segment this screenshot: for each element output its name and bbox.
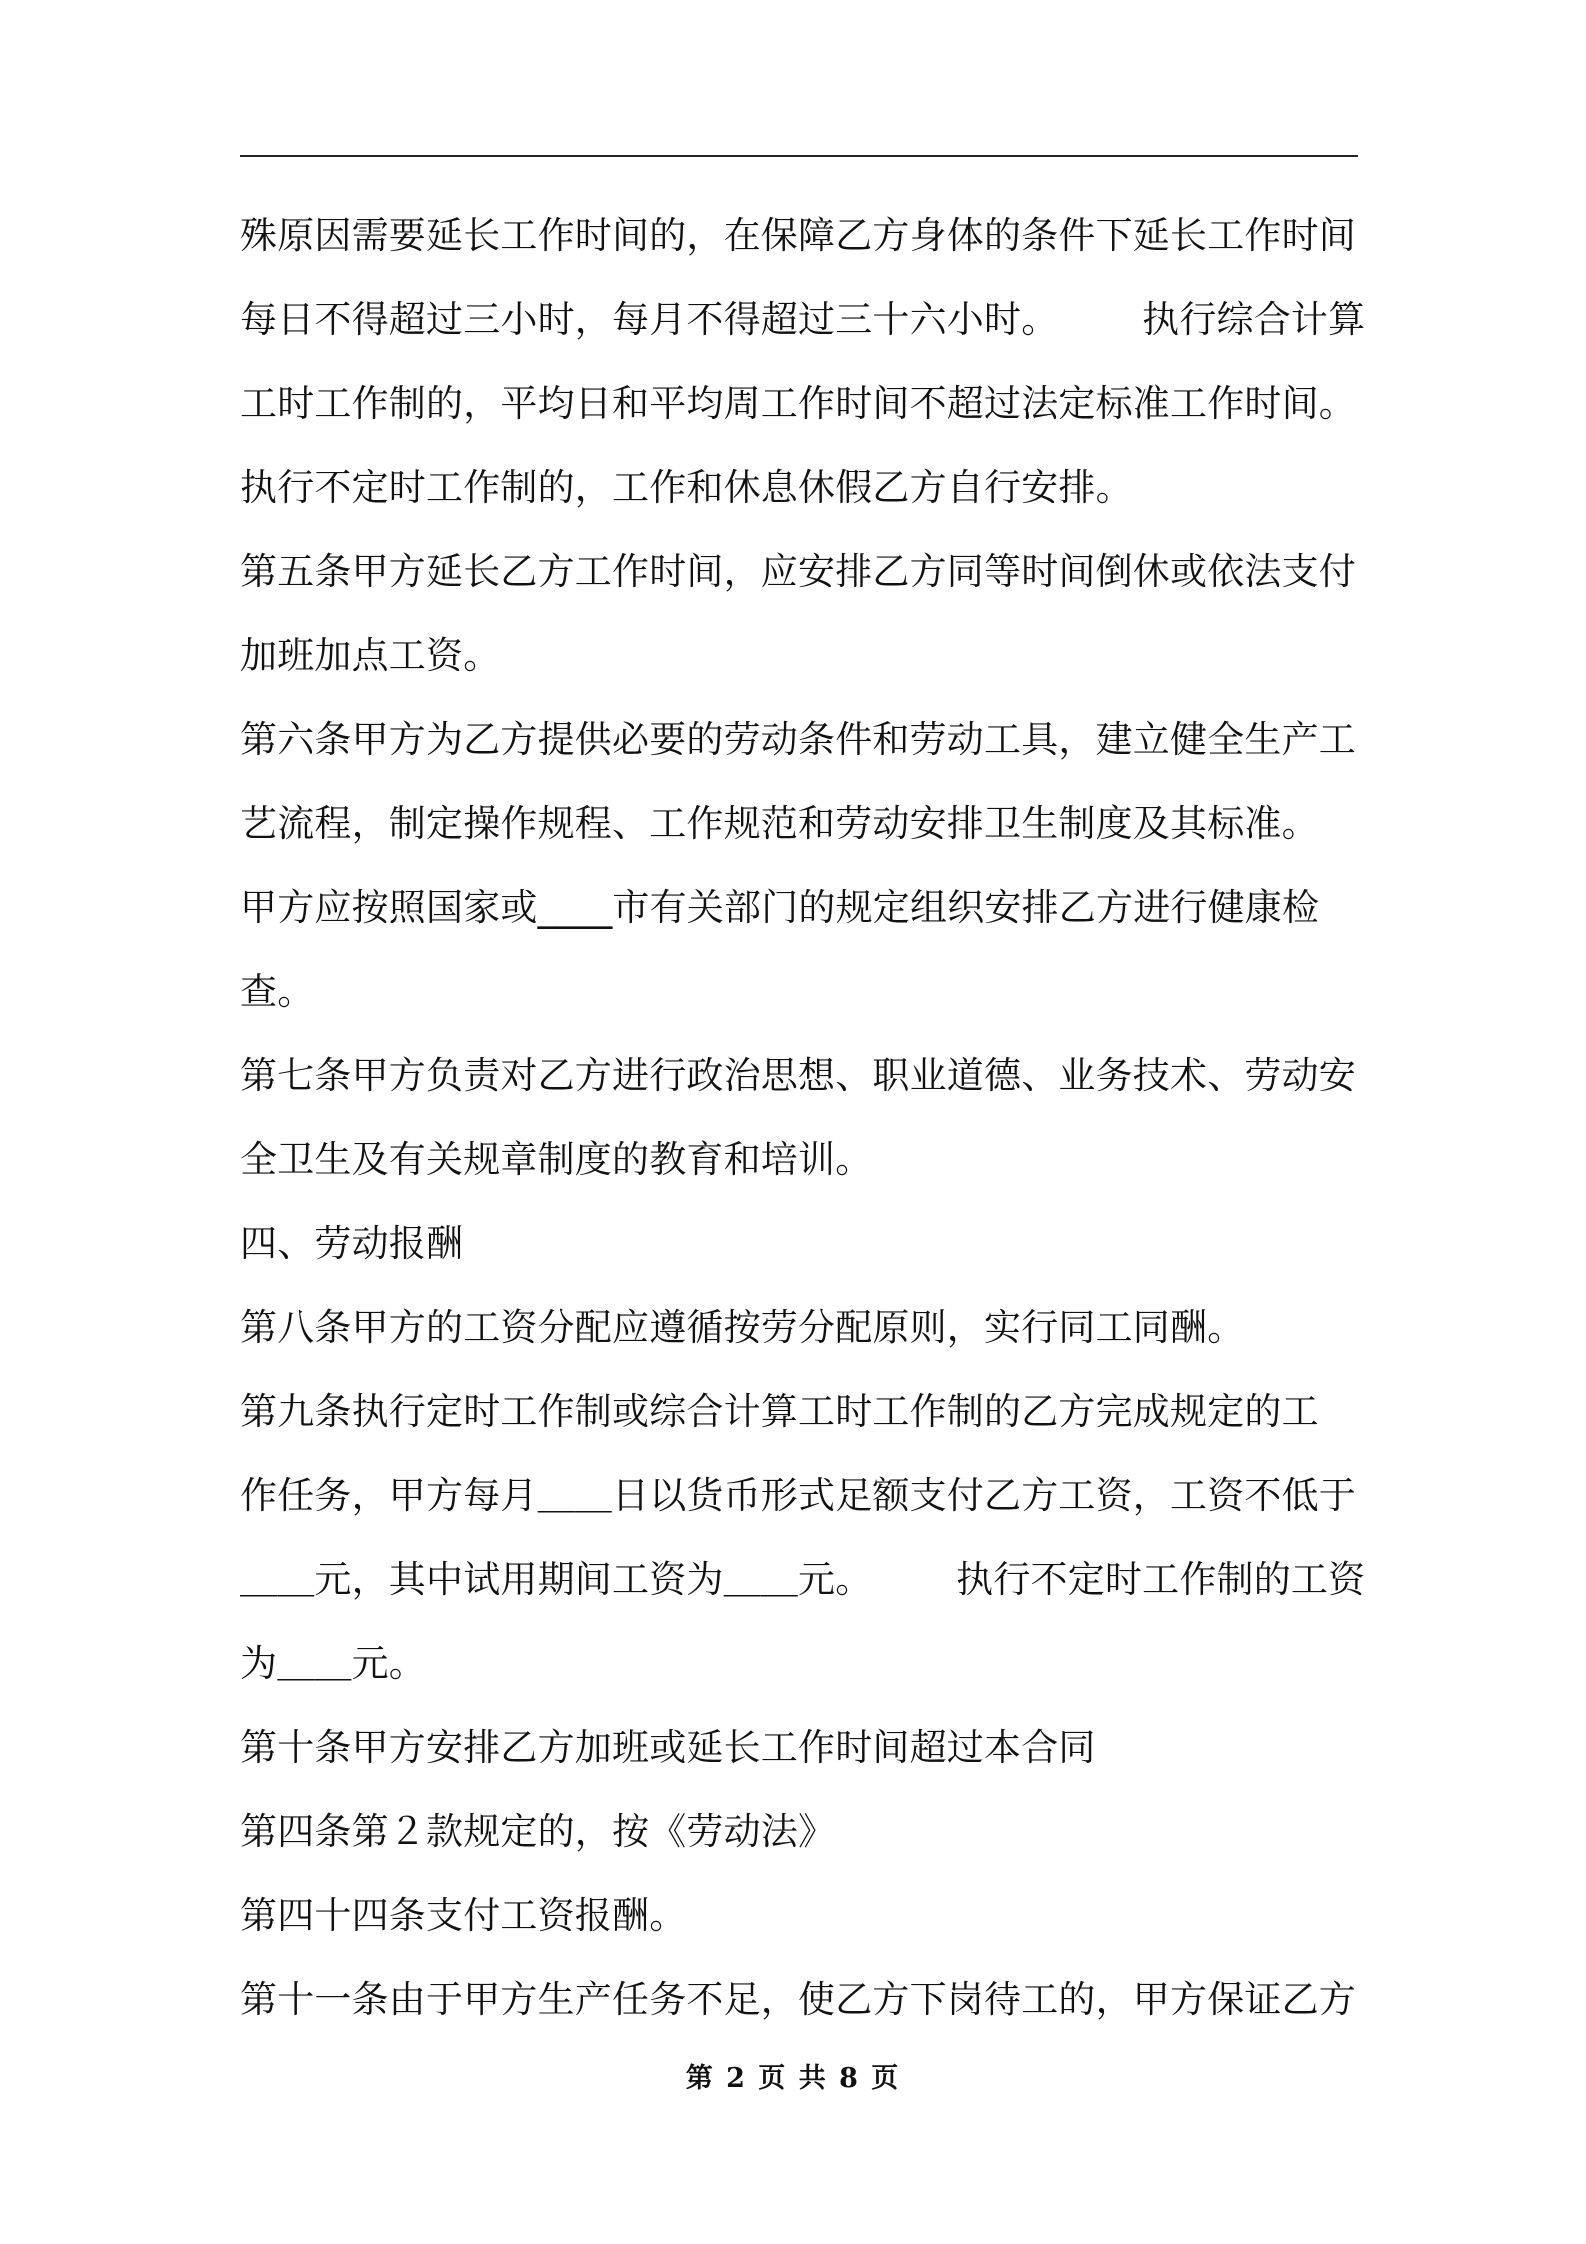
text-line: 第八条甲方的工资分配应遵循按劳分配原则，实行同工同酬。	[240, 1306, 1245, 1349]
text-line: 第六条甲方为乙方提供必要的劳动条件和劳动工具，建立健全生产工	[240, 718, 1356, 761]
text-line: 加班加点工资。	[240, 634, 501, 677]
text-line: 作任务，甲方每月＿＿日以货币形式足额支付乙方工资，工资不低于	[240, 1474, 1356, 1517]
text-line: 艺流程，制定操作规程、工作规范和劳动安排卫生制度及其标准。	[240, 802, 1319, 845]
text-line: 为＿＿元。	[240, 1642, 426, 1685]
text-line: 执行不定时工作制的，工作和休息休假乙方自行安排。	[240, 466, 1133, 509]
text-line: 第九条执行定时工作制或综合计算工时工作制的乙方完成规定的工	[240, 1390, 1319, 1433]
text-line: 全卫生及有关规章制度的教育和培训。	[240, 1138, 873, 1181]
text-line: 第四十四条支付工资报酬。	[240, 1894, 687, 1937]
page-number: 第 2 页 共 8 页	[685, 2063, 901, 2094]
text-line: ＿＿元，其中试用期间工资为＿＿元。 执行不定时工作制的工资	[240, 1558, 1366, 1601]
text-line: 第四条第２款规定的，按《劳动法》	[240, 1810, 836, 1853]
text-line: 每日不得超过三小时，每月不得超过三十六小时。 执行综合计算	[240, 298, 1366, 341]
text-line: 甲方应按照国家或____市有关部门的规定组织安排乙方进行健康检	[240, 886, 1320, 929]
text-line: 第十条甲方安排乙方加班或延长工作时间超过本合同	[240, 1726, 1096, 1769]
header-rule	[240, 155, 1358, 157]
text-line: 殊原因需要延长工作时间的，在保障乙方身体的条件下延长工作时间	[240, 214, 1356, 257]
text-line: 工时工作制的，平均日和平均周工作时间不超过法定标准工作时间。	[240, 382, 1356, 425]
text-line: 第七条甲方负责对乙方进行政治思想、职业道德、业务技术、劳动安	[240, 1054, 1356, 1097]
text-line: 第五条甲方延长乙方工作时间，应安排乙方同等时间倒休或依法支付	[240, 550, 1356, 593]
document-body	[240, 194, 1364, 2042]
text-line: 第十一条由于甲方生产任务不足，使乙方下岗待工的，甲方保证乙方	[240, 1978, 1356, 2021]
text-line: 查。	[240, 970, 315, 1013]
section-heading: 四、劳动报酬	[240, 1222, 464, 1265]
